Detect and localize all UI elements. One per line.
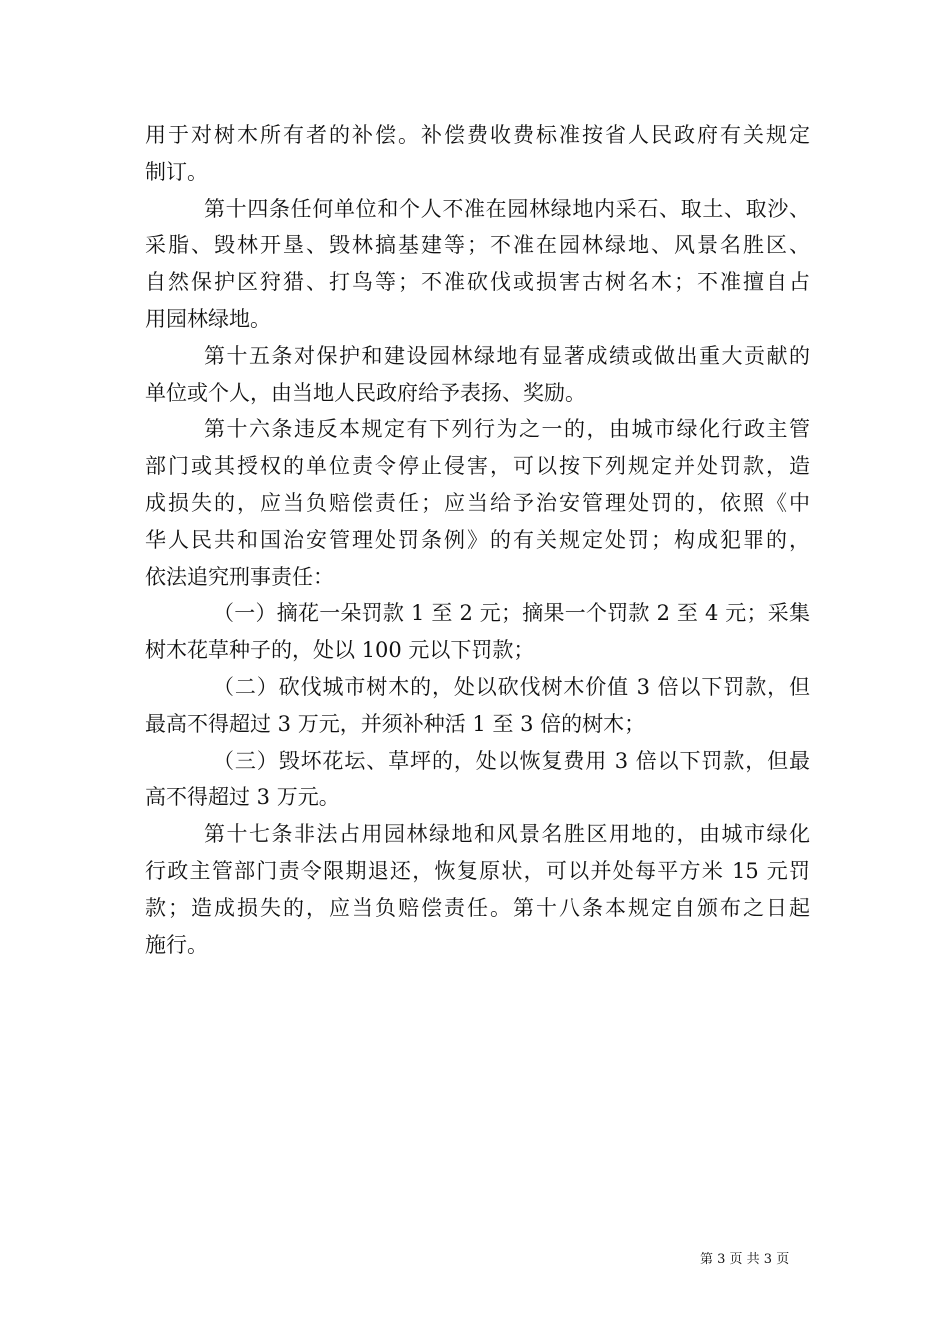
item-2-first-line: （二）砍伐城市树木的，处以砍伐树木价值 3 倍以下罚款，但	[213, 674, 810, 699]
text-line: 采脂、毁林开垦、毁林搞基建等；不准在园林绿地、风景名胜区、	[145, 233, 810, 258]
text-line: 用于对树木所有者的补偿。补偿费收费标准按省人民政府有关规定	[145, 123, 810, 147]
text-line: 依法追究刑事责任：	[145, 564, 334, 589]
text-line: 成损失的，应当负赔偿责任；应当给予治安管理处罚的，依照《中	[145, 490, 810, 515]
text-line: 最高不得超过 3 万元，并须补种活 1 至 3 倍的树木；	[145, 711, 646, 736]
page-number: 第 3 页 共 3 页	[700, 1252, 790, 1267]
text-line: 行政主管部门责令限期退还，恢复原状，可以并处每平方米 15 元罚	[145, 858, 810, 883]
text-line: 款；造成损失的，应当负赔偿责任。第十八条本规定自颁布之日起	[145, 895, 810, 920]
article-15-first-line: 第十五条对保护和建设园林绿地有显著成绩或做出重大贡献的	[204, 343, 810, 368]
text-line: 单位或个人，由当地人民政府给予表扬、奖励。	[145, 380, 586, 405]
text-line: 制订。	[145, 159, 208, 184]
item-3-first-line: （三）毁坏花坛、草坪的，处以恢复费用 3 倍以下罚款，但最	[213, 748, 810, 773]
text-line: 施行。	[145, 932, 208, 957]
item-1-first-line: （一）摘花一朵罚款 1 至 2 元；摘果一个罚款 2 至 4 元；采集	[213, 601, 810, 626]
text-line: 华人民共和国治安管理处罚条例》的有关规定处罚；构成犯罪的，	[145, 527, 810, 552]
article-16-first-line: 第十六条违反本规定有下列行为之一的，由城市绿化行政主管	[204, 417, 810, 442]
article-17-first-line: 第十七条非法占用园林绿地和风景名胜区用地的，由城市绿化	[204, 822, 810, 847]
article-14-first-line: 第十四条任何单位和个人不准在园林绿地内采石、取土、取沙、	[204, 196, 810, 221]
text-line: 用园林绿地。	[145, 306, 271, 331]
document-body	[145, 117, 810, 963]
text-line: 树木花草种子的，处以 100 元以下罚款；	[145, 638, 535, 663]
text-line: 自然保护区狩猎、打鸟等；不准砍伐或损害古树名木；不准擅自占	[145, 270, 810, 295]
text-line: 高不得超过 3 万元。	[145, 785, 340, 810]
text-line: 部门或其授权的单位责令停止侵害，可以按下列规定并处罚款，造	[145, 454, 810, 479]
